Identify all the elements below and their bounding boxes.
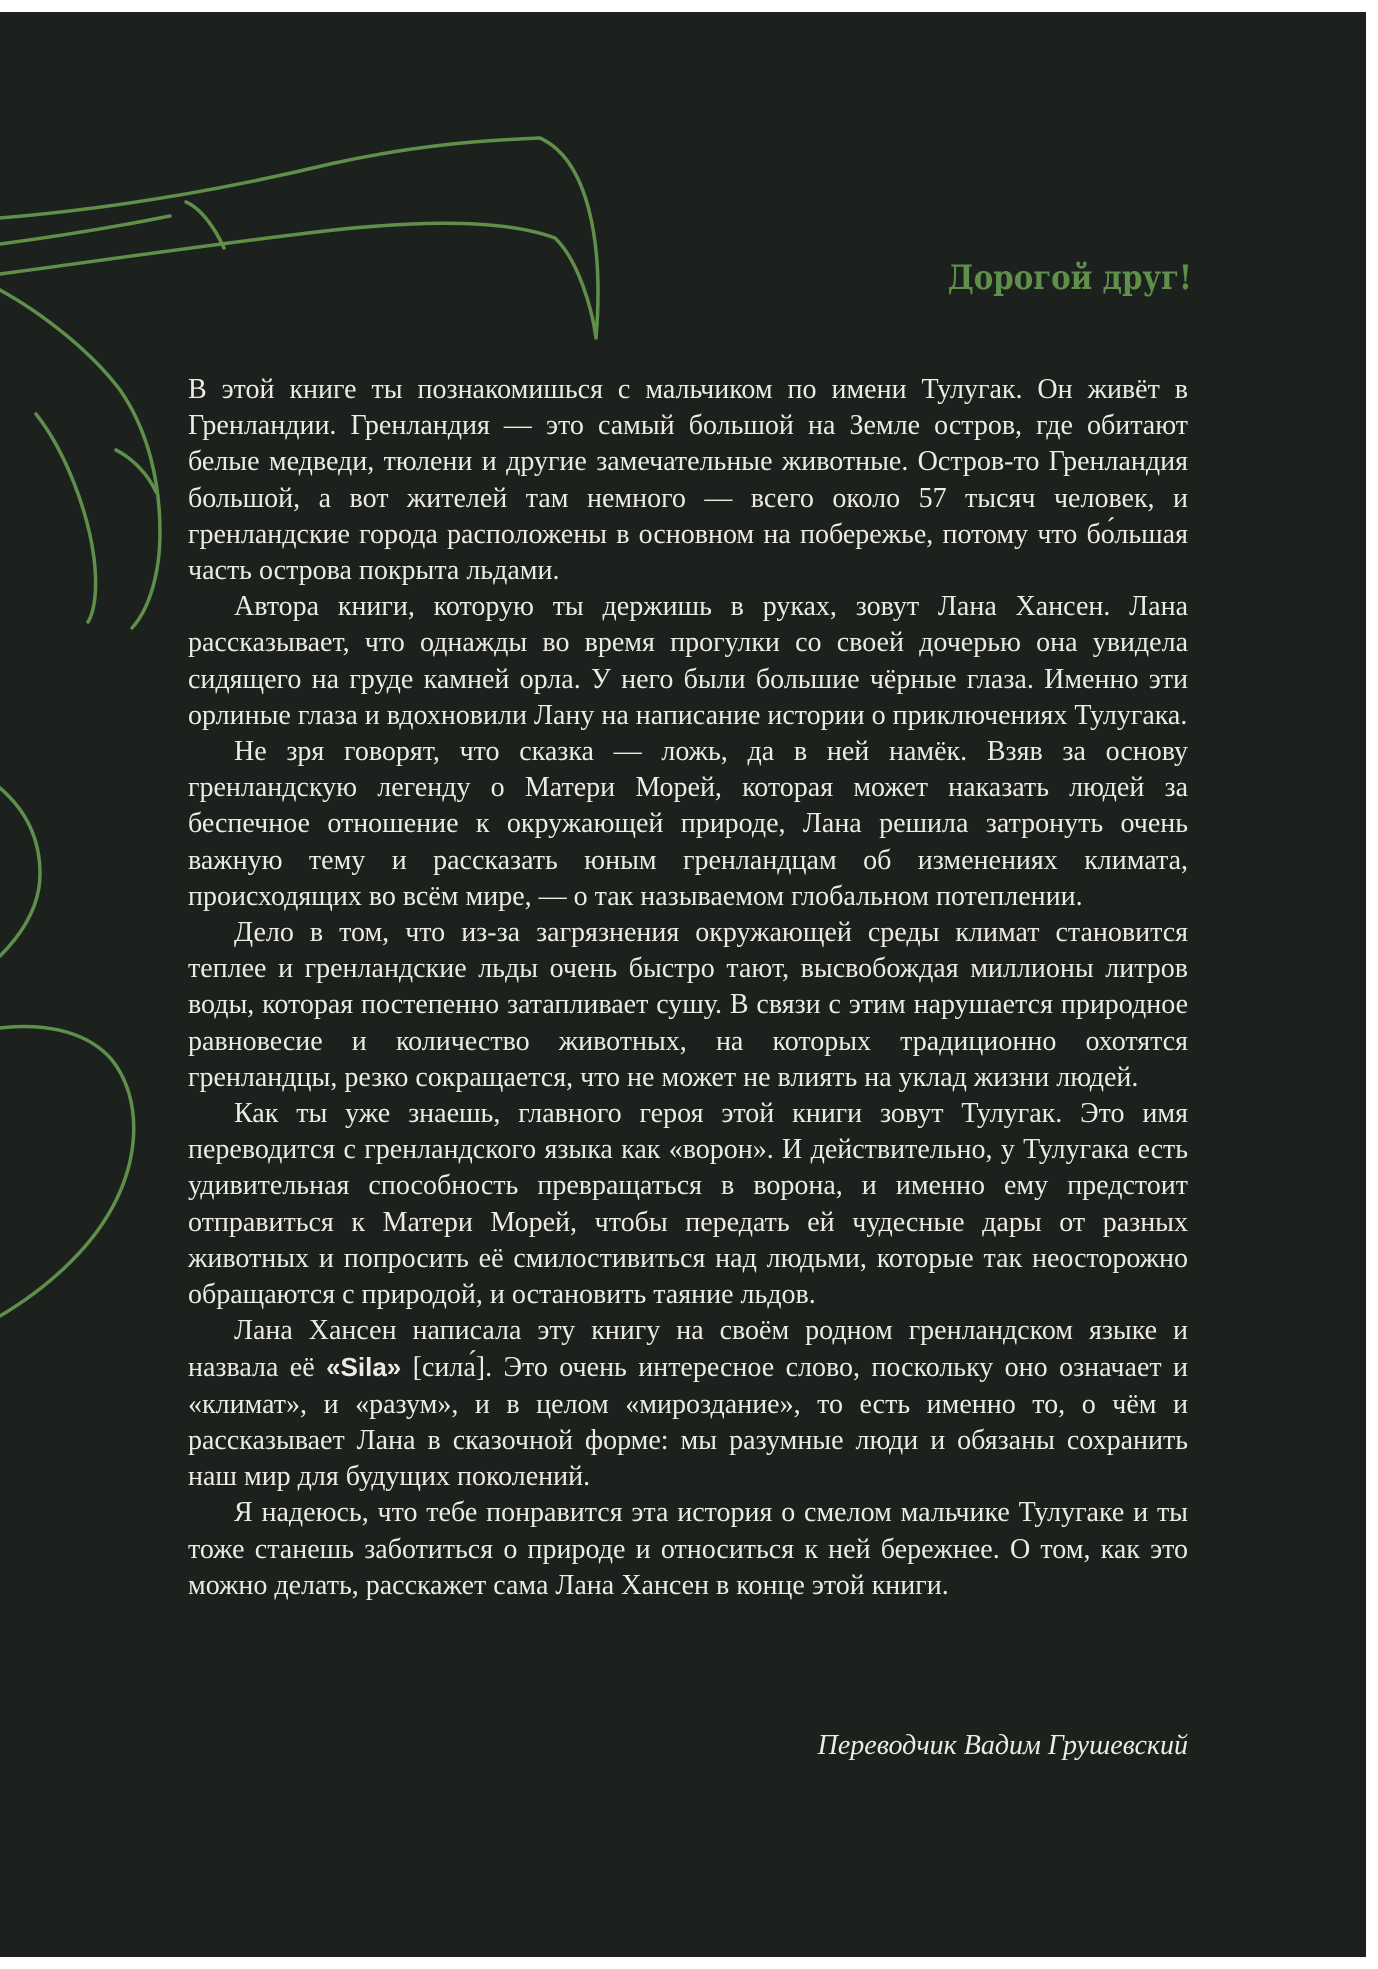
paragraph-text: Лана Хансен написала эту книгу на своём родном гренландском языке и назвала её <box>188 1315 1188 1384</box>
letter-body <box>188 372 1188 1604</box>
paragraph: Дело в том, что из-за загрязнения окружающей среды климат становится теплее и гренландские льды очень быстро тают, высвобождая миллионы литров воды, которая постепенно затапливает сушу. В связи с этим нарушается природное равновесие и количество животных, на которых традиционно охотятся гренландцы, резко сокращается, что не может не влиять на уклад жизни людей. <box>188 917 1188 1093</box>
paragraph: В этой книге ты познакомишься с мальчиком по имени Тулугак. Он живёт в Гренландии. Гренландия — это самый большой на Земле остров, где обитают белые медведи, тюлени и другие замечательные животные. Остров-то Гренландия большой, а вот жителей там немного — всего около 57 тысяч человек, и гренландские города расположены в основном на побережье, потому что бо́льшая часть острова покрыта льдами. <box>188 374 1188 587</box>
paragraph: Я надеюсь, что тебе понравится эта история о смелом мальчике Тулугаке и ты тоже станешь заботиться о природе и относиться к ней бережнее. О том, как это можно делать, расскажет сама Лана Хансен в конце этой книги. <box>188 1497 1188 1601</box>
paragraph <box>188 1313 1188 1495</box>
paragraph: Автора книги, которую ты держишь в руках, зовут Лана Хансен. Лана рассказывает, что однажды во время прогулки со своей дочерью она увидела сидящего на груде камней орла. У него были большие чёрные глаза. Именно эти орлиные глаза и вдохновили Лану на написание истории о приключениях Тулугака. <box>188 591 1188 731</box>
book-page <box>0 12 1366 1957</box>
book-title-sila: «Sila» <box>326 1352 402 1383</box>
paragraph: Не зря говорят, что сказка — ложь, да в ней намёк. Взяв за основу гренландскую легенду о Матери Морей, которая может наказать людей за беспечное отношение к окружающей природе, Лана решила затронуть очень важную тему и рассказать юным гренландцам об изменениях климата, происходящих во всём мире, — о так называемом глобальном потеплении. <box>188 736 1188 912</box>
paragraph-text: [сила́]. Это очень интересное слово, поскольку оно означает и «климат», и «разум», и в целом «мироздание», то есть именно то, о чём и рассказывает Лана в сказочной форме: мы разумные люди и обязаны сохранить наш мир для будущих поколений. <box>188 1352 1188 1493</box>
translator-signature: Переводчик Вадим Грушевский <box>817 1730 1188 1761</box>
paragraph: Как ты уже знаешь, главного героя этой книги зовут Тулугак. Это имя переводится с гренландского языка как «ворон». И действительно, у Тулугака есть удивительная способность превращаться в ворона, и именно ему предстоит отправиться к Матери Морей, чтобы передать ей чудесные дары от разных животных и попросить её смилостивиться над людьми, которые так неосторожно обращаются с природой, и остановить таяние льдов. <box>188 1098 1188 1311</box>
page-title: Дорогой друг! <box>947 258 1192 298</box>
